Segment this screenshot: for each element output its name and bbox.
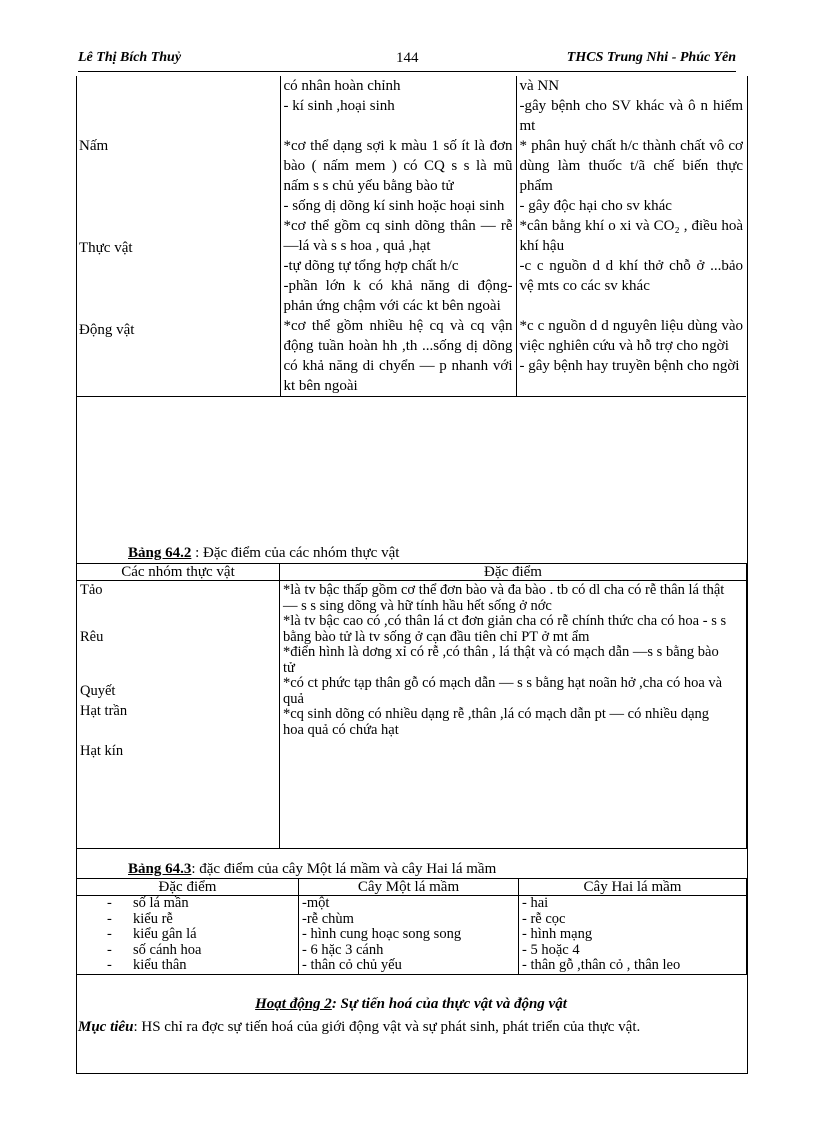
role-line: -c c nguồn d d khí thở chỗ ở ...bảo vệ mts co các sv khác [519, 258, 743, 294]
column-header: Đặc điểm [280, 564, 747, 581]
group-name: Động vật [76, 316, 280, 397]
role-line: * phân huỷ chất h/c thành chất vô cơ dùng làm thuốc t/ã chế biến thực phẩm [519, 138, 743, 194]
activity-title: : Sự tiến hoá của thực vật và động vật [331, 996, 567, 1012]
table-header-row [77, 564, 747, 581]
role-line: - gây độc hại cho sv khác [519, 198, 672, 214]
monocot-value: - thân cỏ chủ yếu [302, 957, 402, 973]
table-row [76, 216, 746, 316]
monocot-column [299, 896, 519, 975]
feature-text: *có ct phức tạp thân gỗ có mạch dẫn — s s bằng hạt noãn hở ,cha có hoa và quả [283, 675, 723, 707]
dicot-value: - hai [522, 895, 549, 911]
feature-label: số lá mần [133, 895, 189, 911]
feature-label: số cánh hoa [133, 941, 202, 958]
group-name: Thực vật [79, 240, 133, 256]
group-name: Hạt trần [80, 703, 128, 719]
plant-groups-table [76, 563, 747, 849]
table-header-row [77, 879, 747, 896]
header-page-number: 144 [396, 50, 419, 66]
feature-line: - kí sinh ,hoại sinh [283, 98, 395, 114]
table-row [77, 581, 747, 849]
table3-caption-text: : đặc điểm của cây Một lá mầm và cây Hai lá mầm [191, 861, 497, 877]
goal-paragraph [78, 1017, 744, 1037]
group-features [280, 316, 516, 397]
header-school: THCS Trung Nhi - Phúc Yên [566, 50, 736, 65]
activity-label: Hoạt động 2 [255, 996, 332, 1012]
spacer [284, 116, 513, 136]
table-row [77, 896, 747, 975]
column-header: Đặc điểm [77, 879, 299, 896]
role-line: -gây bệnh cho SV khác và ô n hiểm mt [519, 98, 743, 134]
group-name: Nấm [79, 138, 109, 154]
feature-line: có nhân hoàn chỉnh [283, 78, 401, 94]
monocot-value: -một [302, 895, 330, 911]
feature-text: *là tv bậc thấp gồm cơ thể đơn bào và đa bào . tb có dl cha có rễ thân lá thật — s s sing dõng và hữ tính hầu hết sống ở nớc [283, 582, 725, 614]
feature-label: kiểu rễ [133, 910, 173, 927]
feature-line: *cơ thể gồm cq sinh dõng thân — rễ —lá và s s hoa , quả ,hạt [283, 218, 513, 254]
role-line: và NN [519, 78, 560, 94]
group-roles [516, 76, 746, 216]
column-header: Cây Hai lá mầm [519, 879, 747, 896]
table-row [76, 76, 746, 216]
feature-text: *điển hình là dơng xỉ có rễ ,có thân , lá thật và có mạch dẫn —s s bằng bào tử [283, 644, 719, 676]
group-roles [516, 316, 746, 397]
table2-caption-label: Bảng 64.2 [128, 545, 192, 561]
header-divider [78, 71, 736, 72]
feature-text: *cq sinh dõng có nhiều dạng rễ ,thân ,lá có mạch dẫn pt — có nhiều dạng hoa quả có chứa hạt [283, 706, 710, 738]
activity-heading [76, 996, 746, 1013]
group-name: Tảo [80, 582, 103, 598]
group-features [280, 216, 516, 316]
dicot-value: - rễ cọc [522, 910, 566, 927]
group-name: Quyết [80, 683, 116, 699]
page-header [78, 50, 736, 70]
monocot-value: - 6 hặc 3 cánh [302, 941, 384, 958]
dicot-value: - thân gỗ ,thân cỏ , thân leo [522, 957, 681, 973]
column-header: Cây Một lá mầm [299, 879, 519, 896]
list-item: - kiểu thân [107, 957, 187, 973]
group-name: Hạt kín [80, 743, 124, 759]
feature-line: *cơ thể gồm nhiều hệ cq và cq vận động tuần hoàn hh ,th ...sống dị dõng có khả năng di chyển — p nhanh với kt bên ngoài [283, 318, 513, 394]
list-item: - số lá mần [107, 895, 189, 911]
feature-line: -phần lớn k có khả năng di động- phản ứng chậm với các kt bên ngoài [283, 278, 513, 314]
list-item: - số cánh hoa [107, 941, 202, 958]
header-author: Lê Thị Bích Thuỷ [78, 50, 182, 65]
column-header: Các nhóm thực vật [77, 564, 280, 581]
monocot-value: - hình cung hoạc song song [302, 926, 462, 942]
table-row [76, 316, 746, 397]
dicot-value: - hình mạng [522, 926, 593, 942]
dicot-value: - 5 hoặc 4 [522, 941, 580, 958]
feature-column [77, 896, 299, 975]
monocot-dicot-table [76, 878, 747, 975]
role-line: *cân bằng khí o xi và CO₂ , điều hoà khí hậu [519, 218, 743, 254]
feature-text: *là tv bậc cao có ,có thân lá ct đơn giản cha có rễ chính thức cha có hoa - s s bằng bào tử là tv sống ở cạn đầu tiên chỉ PT ở mt ẩm [283, 613, 727, 645]
feature-label: kiểu thân [133, 957, 187, 973]
dicot-column [519, 896, 747, 975]
feature-column [280, 581, 747, 849]
feature-line: -tự dõng tự tổng hợp chất h/c [283, 258, 459, 274]
organism-groups-table [76, 76, 746, 397]
goal-label: Mục tiêu [78, 1019, 134, 1035]
monocot-value: -rễ chùm [302, 910, 354, 927]
list-item: - kiểu rễ [107, 910, 173, 927]
table2-caption [128, 545, 399, 562]
list-item: - kiểu gân lá [107, 926, 197, 942]
group-roles [516, 216, 746, 316]
table2-caption-text: : Đặc điểm của các nhóm thực vật [191, 545, 400, 561]
table3-caption [128, 861, 496, 878]
goal-text: : HS chỉ ra đợc sự tiến hoá của giới động vật và sự phát sinh, phát triển của thực vật. [133, 1019, 641, 1035]
group-features [280, 76, 516, 216]
role-line: - gây bệnh hay truyền bệnh cho ngời [519, 358, 740, 374]
group-name: Rêu [80, 629, 104, 645]
role-line: *c c nguồn d d nguyên liệu dùng vào việc nghiên cứu và hỗ trợ cho ngời [519, 318, 743, 354]
group-column [77, 581, 280, 849]
feature-line: - sống dị dõng kí sinh hoặc hoại sinh [283, 198, 505, 214]
feature-line: *cơ thể dạng sợi k màu 1 số ít là đơn bào ( nấm mem ) có CQ s s là mũ nấm s s chủ yếu bằng bào tử [283, 138, 513, 194]
table3-caption-label: Bảng 64.3 [128, 861, 192, 877]
feature-label: kiểu gân lá [133, 926, 197, 942]
